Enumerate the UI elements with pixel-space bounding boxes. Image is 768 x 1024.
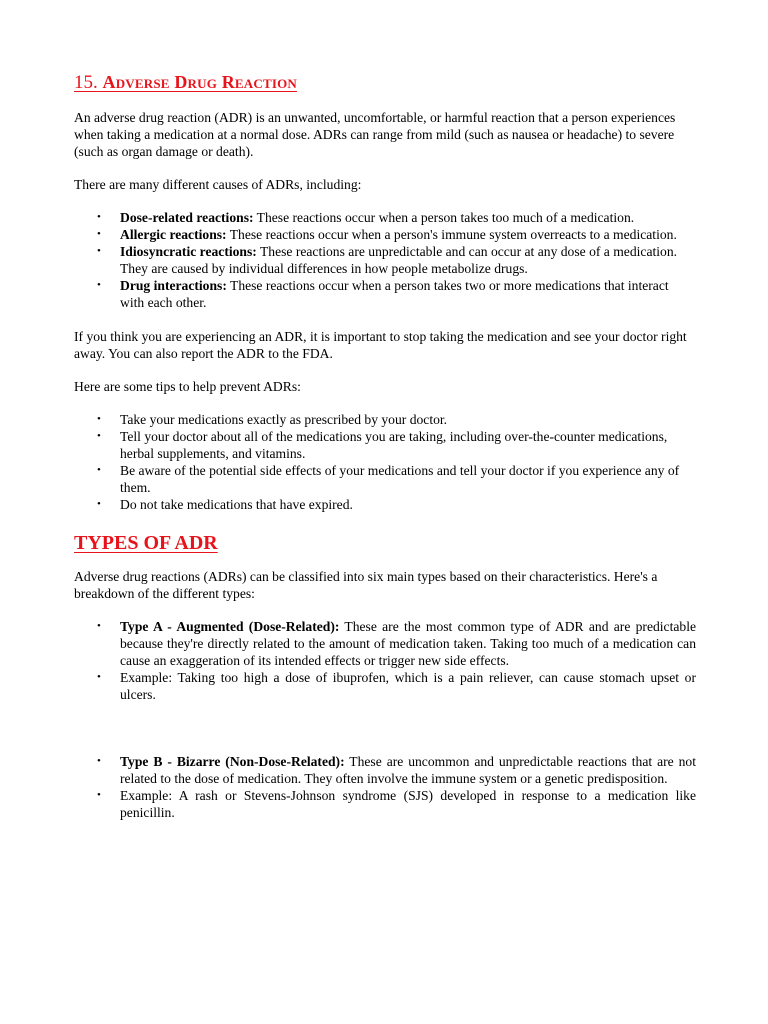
bullet-icon: •: [97, 228, 101, 240]
list-item: [97, 209, 696, 226]
list-item-text: These reactions occur when a person's immune system overreacts to a medication.: [226, 227, 677, 242]
bullet-icon: •: [97, 755, 101, 767]
type-a-list: [74, 618, 696, 703]
list-item-text: Example: A rash or Stevens-Johnson syndrome (SJS) developed in response to a medication like penicillin.: [120, 788, 696, 820]
list-item-text: These are the most common type of ADR and are predictable because they're directly related to the amount of medication taken. Taking too much of a medication can cause an exaggeration of its intended effects or trigger new side effects.: [120, 619, 697, 668]
section-heading-adverse-drug-reaction: [74, 70, 696, 95]
causes-list: [74, 209, 696, 311]
bullet-icon: •: [97, 620, 101, 632]
tips-intro-paragraph: Here are some tips to help prevent ADRs:: [74, 379, 301, 394]
bullet-icon: •: [97, 464, 101, 476]
list-item: [97, 226, 696, 243]
list-item-term: Drug interactions:: [120, 278, 227, 293]
list-item-text: These reactions occur when a person takes too much of a medication.: [253, 210, 635, 225]
list-item: [97, 496, 696, 513]
list-item-text: These reactions are unpredictable and can occur at any dose of a medication. They are caused by individual differences in how people metabolize drugs.: [120, 244, 678, 276]
causes-intro-paragraph: There are many different causes of ADRs, including:: [74, 177, 362, 192]
list-item-text: These are uncommon and unpredictable reactions that are not related to the dose of medication. They often involve the immune system or a genetic predisposition.: [120, 754, 696, 786]
list-item-text: Take your medications exactly as prescribed by your doctor.: [120, 412, 448, 427]
list-item-term: Type A - Augmented (Dose-Related):: [120, 619, 340, 634]
type-b-list: [74, 753, 696, 821]
bullet-icon: •: [97, 789, 101, 801]
list-item: [97, 618, 697, 669]
section-title: Adverse Drug Reaction: [102, 72, 297, 92]
adr-definition-paragraph: An adverse drug reaction (ADR) is an unwanted, uncomfortable, or harmful reaction that a person experiences when taking a medication at a normal dose. ADRs can range from mild (such as nausea or headache) to severe (such as organ damage or death).: [74, 110, 676, 159]
list-item: [97, 787, 696, 821]
list-item: [97, 428, 696, 462]
list-item: [97, 277, 696, 311]
list-item-term: Type B - Bizarre (Non-Dose-Related):: [120, 754, 345, 769]
advice-paragraph: If you think you are experiencing an ADR, it is important to stop taking the medication and see your doctor right away. You can also report the ADR to the FDA.: [74, 329, 687, 361]
section-heading-types-of-adr: TYPES OF ADR: [74, 532, 218, 554]
list-item-term: Idiosyncratic reactions:: [120, 244, 257, 259]
section-number: 15.: [74, 72, 98, 93]
bullet-icon: •: [97, 413, 101, 425]
tips-list: [74, 411, 696, 513]
bullet-icon: •: [97, 498, 101, 510]
types-intro-paragraph: Adverse drug reactions (ADRs) can be classified into six main types based on their characteristics. Here's a breakdown of the different types:: [74, 569, 658, 601]
list-item-text: Do not take medications that have expired.: [120, 497, 353, 512]
bullet-icon: •: [97, 211, 101, 223]
list-item: [97, 243, 696, 277]
list-item-text: Be aware of the potential side effects of your medications and tell your doctor if you experience any of them.: [120, 463, 680, 495]
bullet-icon: •: [97, 671, 101, 683]
list-item-text: These reactions occur when a person takes two or more medications that interact with each other.: [120, 278, 669, 310]
list-item-term: Allergic reactions:: [120, 227, 227, 242]
list-item-term: Dose-related reactions:: [120, 210, 254, 225]
list-item-text: Example: Taking too high a dose of ibuprofen, which is a pain reliever, can cause stomach upset or ulcers.: [120, 670, 696, 702]
bullet-icon: •: [97, 245, 101, 257]
list-item: [97, 753, 696, 787]
document-page: [74, 70, 696, 821]
bullet-icon: •: [97, 279, 101, 291]
list-item: [97, 462, 696, 496]
list-item: [97, 669, 696, 703]
bullet-icon: •: [97, 430, 101, 442]
list-item: [97, 411, 696, 428]
list-item-text: Tell your doctor about all of the medications you are taking, including over-the-counter medications, herbal supplements, and vitamins.: [120, 429, 668, 461]
